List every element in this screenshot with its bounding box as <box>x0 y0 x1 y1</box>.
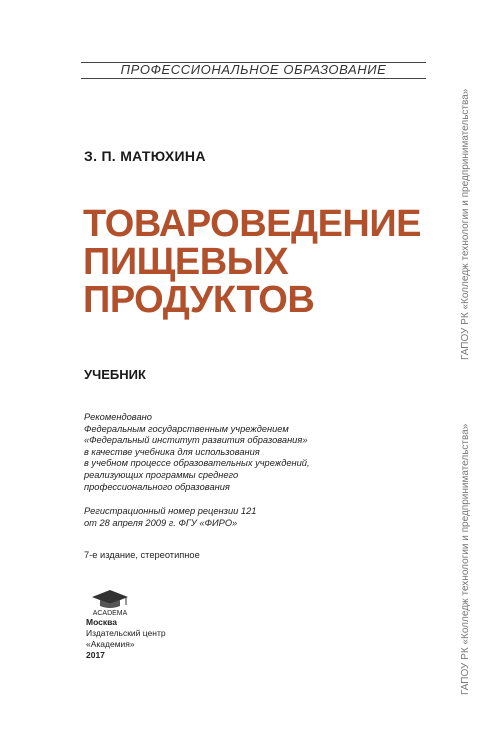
academia-logo <box>88 588 132 616</box>
recommendation-line: реализующих программы среднего <box>84 469 239 480</box>
logo-text: ACADEMA <box>92 610 128 616</box>
library-stamp: ГАПОУ РК «Колледж технологии и предпринимательства» <box>460 88 471 360</box>
registration-block <box>84 506 374 529</box>
recommendation-line: профессионального образования <box>84 481 230 492</box>
registration-line: Регистрационный номер рецензии 121 <box>84 506 257 516</box>
recommendation-line: Федеральным государственным учреждением <box>84 423 289 434</box>
book-title <box>83 203 422 321</box>
title-line: ТОВАРОВЕДЕНИЕ <box>83 203 422 245</box>
recommendation-line: в учебном процессе образовательных учреждений, <box>84 458 310 469</box>
publication-year: 2017 <box>86 650 105 660</box>
registration-line: от 28 апреля 2009 г. ФГУ «ФИРО» <box>84 517 238 528</box>
recommendation-block <box>84 412 374 493</box>
series-bottom-rule <box>81 78 426 79</box>
library-stamp: ГАПОУ РК «Колледж технологии и предпринимательства» <box>460 423 471 695</box>
publisher-city: Москва <box>86 617 117 627</box>
book-type: УЧЕБНИК <box>84 367 146 382</box>
recommendation-line: Рекомендовано <box>84 412 152 422</box>
publisher-name: Издательский центр <box>86 628 166 638</box>
author-name: З. П. МАТЮХИНА <box>84 148 206 164</box>
title-line: ПРОДУКТОВ <box>83 279 315 321</box>
title-line: ПИЩЕВЫХ <box>83 241 289 283</box>
publisher-block <box>86 617 166 661</box>
recommendation-line: «Федеральный институт развития образования» <box>84 435 308 446</box>
recommendation-line: в качестве учебника для использования <box>84 446 260 457</box>
series-label: ПРОФЕССИОНАЛЬНОЕ ОБРАЗОВАНИЕ <box>120 62 387 77</box>
edition-note: 7-е издание, стереотипное <box>84 550 200 560</box>
publisher-name: «Академия» <box>86 639 135 649</box>
